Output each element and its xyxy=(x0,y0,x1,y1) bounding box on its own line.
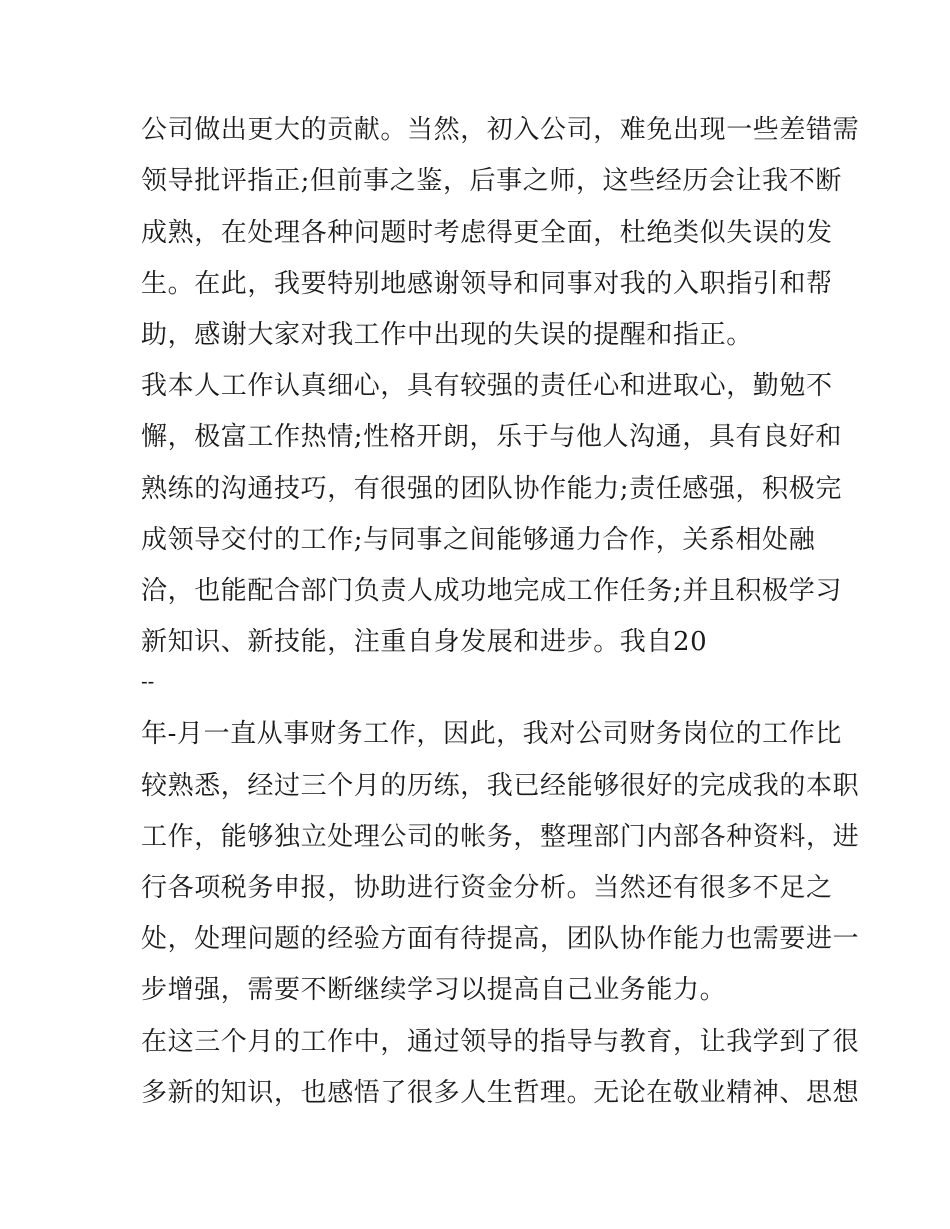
text-line: 工作，能够独立处理公司的帐务，整理部门内部各种资料，进 xyxy=(141,822,860,852)
text-line: 新知识、新技能，注重自身发展和进步。我自20 xyxy=(141,627,708,657)
text-line: 领导批评指正;但前事之鉴，后事之师，这些经历会让我不断 xyxy=(141,166,842,196)
text-line: 懈，极富工作热情;性格开朗，乐于与他人沟通，具有良好和 xyxy=(141,422,842,452)
text-line: 步增强，需要不断继续学习以提高自己业务能力。 xyxy=(141,975,727,1005)
text-line: 洽，也能配合部门负责人成功地完成工作任务;并且积极学习 xyxy=(141,576,842,606)
text-line: 多新的知识，也感悟了很多人生哲理。无论在敬业精神、思想 xyxy=(141,1078,860,1108)
text-line: 在这三个月的工作中，通过领导的指导与教育，让我学到了很 xyxy=(141,1027,860,1057)
text-line: 公司做出更大的贡献。当然，初入公司，难免出现一些差错需 xyxy=(141,115,860,145)
text-line: 熟练的沟通技巧，有很强的团队协作能力;责任感强，积极完 xyxy=(141,474,842,504)
text-line: 生。在此，我要特别地感谢领导和同事对我的入职指引和帮 xyxy=(141,269,833,299)
text-line: 较熟悉，经过三个月的历练，我已经能够很好的完成我的本职 xyxy=(141,771,860,801)
text-line: 年-月一直从事财务工作，因此，我对公司财务岗位的工作比 xyxy=(141,719,842,749)
text-line: 处，处理问题的经验方面有待提高，团队协作能力也需要进一 xyxy=(141,924,860,954)
text-line: 我本人工作认真细心，具有较强的责任心和进取心，勤勉不 xyxy=(141,371,833,401)
page-separator: -- xyxy=(141,671,155,693)
text-line: 成领导交付的工作;与同事之间能够通力合作，关系相处融 xyxy=(141,525,816,555)
text-line: 成熟，在处理各种问题时考虑得更全面，杜绝类似失误的发 xyxy=(141,218,833,248)
text-line: 行各项税务申报，协助进行资金分析。当然还有很多不足之 xyxy=(141,873,833,903)
text-line: 助，感谢大家对我工作中出现的失误的提醒和指正。 xyxy=(141,320,753,350)
